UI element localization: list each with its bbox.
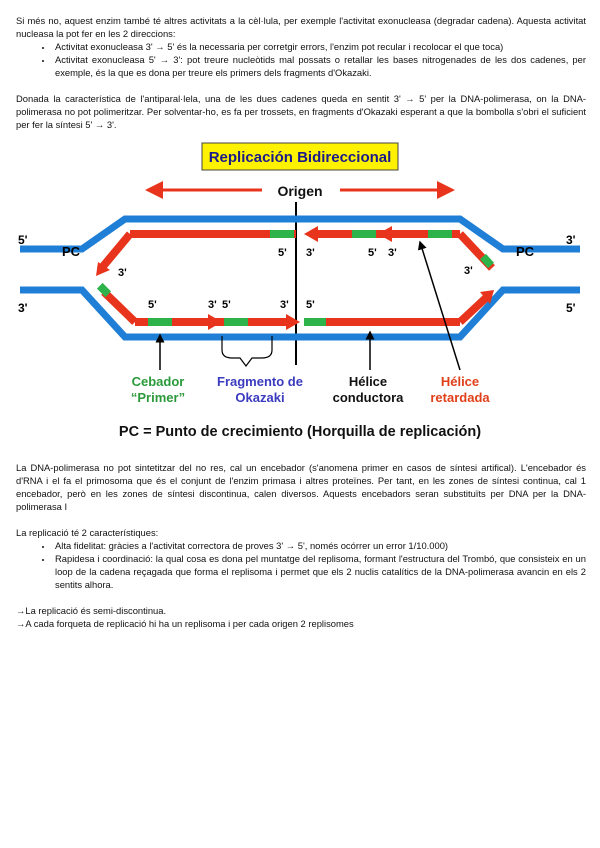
- polarity-label: 5': [222, 299, 231, 311]
- primer-segment: [148, 318, 172, 326]
- leading-strand-corner: [100, 234, 130, 270]
- primer-label-line2: “Primer”: [130, 390, 186, 405]
- primer-segment: [304, 318, 326, 326]
- note-2: →A cada forqueta de replicació hi ha un replisoma i per cada origen 2 replisomes: [16, 618, 354, 629]
- polarity-label: 5': [306, 299, 315, 311]
- leading-label-line2: conductora: [332, 390, 404, 405]
- lagging-label-line1: Hélice: [440, 374, 480, 389]
- fork-label-right: PC: [516, 244, 535, 259]
- polarity-label: 5': [368, 247, 377, 259]
- polarity-label: 3': [280, 299, 289, 311]
- primer-segment: [428, 230, 452, 238]
- end-label: 3': [566, 233, 576, 247]
- lagging-label-line2: retardada: [430, 390, 490, 405]
- list-item: • Activitat exonucleasa 3' → 5' és la necessaria per corretgir errors, l'enzim pot recular i recolocar el que toca): [53, 40, 586, 53]
- polarity-label: 5': [148, 299, 157, 311]
- polarity-label: 3': [118, 267, 127, 279]
- arrowhead: [378, 226, 392, 242]
- polarity-label: 3': [464, 265, 473, 277]
- polarity-label: 3': [306, 247, 315, 259]
- arrowhead: [304, 226, 318, 242]
- after-paragraph-1: La DNA-polimerasa no pot sintetitzar del no res, cal un encebador (s'anomena primer en casos de síntesi artifical). L'encebador és d'RNA i el fa el primosoma que és el conjunt de l'enzim primasa i altres proteïnes. Per tant, en les zones de síntesi continua, cal 1 encebador, però en les zones de síntesi discontinua, calen diversos. Aquests encebadors seran substituïts per DNA per la DNA-polimerasa I: [16, 462, 586, 512]
- okazaki-label-line1: Fragmento de: [217, 374, 303, 389]
- leading-label-line1: Hélice: [348, 374, 388, 389]
- note-1: →La replicació és semi-discontinua.: [16, 605, 167, 616]
- list-item: • Rapidesa i coordinació: la qual cosa es dona pel muntatge del replisoma, formant l'estructura del Trombó, que consisteix en un loop de la cadena reçagada que forma el replisoma i permet que els 2 nuclis catalítics de la DNA-polimerasa avancin en els 2 sentits alhora.: [53, 552, 586, 591]
- intro-paragraph-2: Donada la característica de l'antiparal·lela, una de les dues cadenes queda en sentit 3' → 5' per la DNA-polimerasa, on la DNA-polimerasa no pot polimeritzar. Per solventar-ho, es fa per trossets, en fragments d'Okazaki esperant a que la bombolla s'obri el suficient per fer la síntesi 5' → 3'.: [16, 93, 586, 130]
- replication-diagram-svg: [0, 140, 600, 450]
- fork-label-left: PC: [62, 244, 81, 259]
- intro-paragraph-1: Si més no, aquest enzim també té altres activitats a la cèl·lula, per exemple l'activitat exonucleasa (degradar cadena). Aquesta activitat nucleasa la pot fer en les 2 direccions:: [16, 15, 586, 39]
- intro-section: [16, 14, 586, 131]
- arrowhead: [208, 314, 222, 330]
- polarity-label: 5': [278, 247, 287, 259]
- after-paragraph-2: La replicació té 2 característiques:: [16, 527, 159, 538]
- primer-segment: [352, 230, 376, 238]
- characteristics-list: [16, 539, 586, 591]
- primer-segment: [224, 318, 248, 326]
- arrowhead: [286, 314, 300, 330]
- list-item: • Alta fidelitat: gràcies a l'activitat correctora de proves 3' → 5', només ocórrer un error 1/10.000): [53, 539, 586, 552]
- primer-segment: [270, 230, 294, 238]
- origin-label: Origen: [277, 183, 323, 199]
- parent-strand-top: [20, 219, 580, 249]
- diagram-title: Replicación Bidireccional: [208, 149, 392, 166]
- polarity-label: 3': [388, 247, 397, 259]
- end-label: 5': [566, 301, 576, 315]
- end-label: 3': [18, 301, 28, 315]
- after-section: [16, 461, 586, 630]
- exonuclease-list: [16, 40, 586, 79]
- polarity-label: 3': [208, 299, 217, 311]
- list-item: • Activitat exonucleasa 5' → 3': pot treure nucleòtids mal possats o retallar les bases nitrogenades de les dos cadenes, per exemple, és la que es dona per treure els primers dels fragments d'Okazaki.: [53, 53, 586, 79]
- replication-diagram: [0, 140, 600, 450]
- pointer-line: [420, 242, 460, 370]
- okazaki-label-line2: Okazaki: [235, 390, 285, 405]
- diagram-caption: PC = Punto de crecimiento (Horquilla de replicación): [118, 424, 482, 440]
- primer-label-line1: Cebador: [131, 374, 185, 389]
- end-label: 5': [18, 233, 28, 247]
